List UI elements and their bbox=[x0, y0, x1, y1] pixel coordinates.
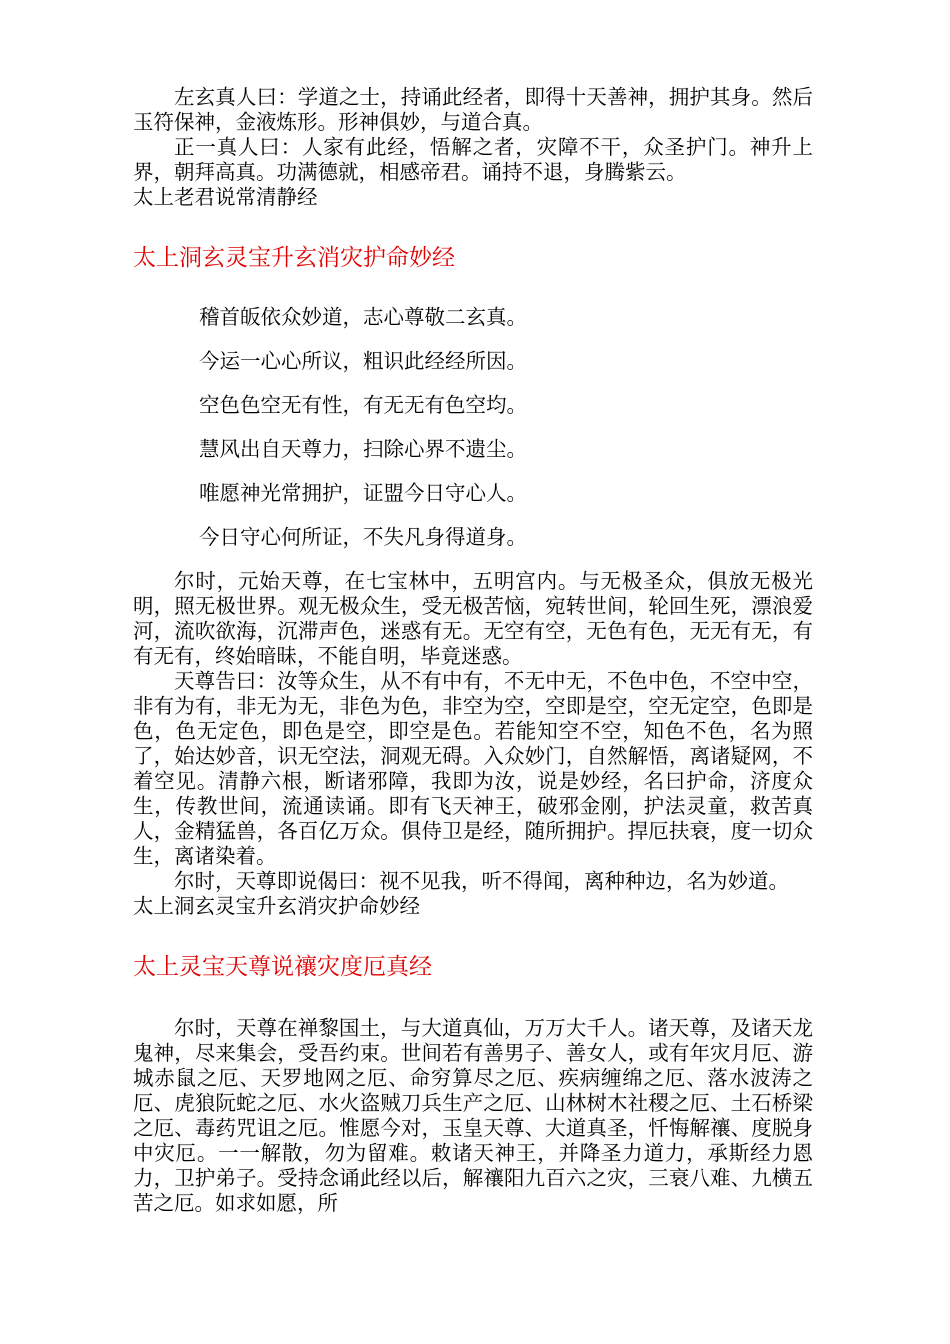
verse-line: 唯愿神光常拥护，证盟今日守心人。 bbox=[199, 481, 527, 505]
scripture-title-rangzai: 太上灵宝天尊说禳灾度厄真经 bbox=[133, 954, 432, 980]
verse-line: 慧风出自天尊力，扫除心界不遗尘。 bbox=[199, 437, 527, 461]
verse-line: 今运一心心所议，粗识此经经所因。 bbox=[199, 349, 527, 373]
closing-line-huming: 太上洞玄灵宝升玄消灾护命妙经 bbox=[133, 894, 420, 918]
verse-line: 空色色空无有性，有无无有色空均。 bbox=[199, 393, 527, 417]
verse-line: 今日守心何所证，不失凡身得道身。 bbox=[199, 525, 527, 549]
paragraph-yuanshi: 尔时，元始天尊，在七宝林中，五明宫内。与无极圣众，俱放无极光明，照无极世界。观无极众生，受无极苦恼，宛转世间，轮回生死，漂浪爱河，流吹欲海，沉滞声色，迷惑有无。无空有空，无色有色，无无有无，有有无有，终始暗昧，不能自明，毕竟迷惑。 bbox=[133, 569, 813, 668]
verse-line: 稽首皈依众妙道，志心尊敬二玄真。 bbox=[199, 305, 527, 329]
paragraph-zuoxuan: 左玄真人曰：学道之士，持诵此经者，即得十天善神，拥护其身。然后玉符保神，金液炼形。形神俱妙，与道合真。 bbox=[133, 85, 813, 134]
document-page bbox=[133, 85, 813, 1216]
scripture-title-huming: 太上洞玄灵宝升玄消灾护命妙经 bbox=[133, 245, 455, 271]
paragraph-ji: 尔时，天尊即说偈曰：视不见我，听不得闻，离种种边，名为妙道。 bbox=[174, 869, 789, 893]
closing-line-qingjing: 太上老君说常清静经 bbox=[133, 185, 318, 209]
paragraph-chanli: 尔时，天尊在禅黎国土，与大道真仙，万万大千人。诸天尊，及诸天龙鬼神，尽来集会，受吾约束。世间若有善男子、善女人，或有年灾月厄、游城赤鼠之厄、天罗地网之厄、命穷算尽之厄、疾病缠绵之厄、落水波涛之厄、虎狼阮蛇之厄、水火盗贼刀兵生产之厄、山林树木社稷之厄、土石桥梁之厄、毒药咒诅之厄。惟愿今对，玉皇天尊、大道真圣，忏悔解禳、度脱身中灾厄。一一解散，勿为留难。敕诸天神王，并降圣力道力，承斯经力恩力，卫护弟子。受持念诵此经以后，解禳阳九百六之灾，三衰八难、九横五苦之厄。如求如愿，所 bbox=[133, 1016, 813, 1215]
paragraph-zhengyi: 正一真人曰：人家有此经，悟解之者，灾障不干，众圣护门。神升上界，朝拜高真。功满德就，相感帝君。诵持不退，身腾紫云。 bbox=[133, 135, 813, 184]
paragraph-tianzun-gao: 天尊告曰：汝等众生，从不有中有，不无中无，不色中色，不空中空，非有为有，非无为无，非色为色，非空为空，空即是空，空无定空，色即是色，色无定色，即色是空，即空是色。若能知空不空，知色不色，名为照了，始达妙音，识无空法，洞观无碍。入众妙门，自然解悟，离诸疑网，不着空见。清静六根，断诸邪障，我即为汝，说是妙经，名曰护命，济度众生，传教世间，流通读诵。即有飞天神王，破邪金刚，护法灵童，救苦真人，金精猛兽，各百亿万众。俱侍卫是经，随所拥护。捍厄扶衰，度一切众生，离诸染着。 bbox=[133, 669, 813, 868]
